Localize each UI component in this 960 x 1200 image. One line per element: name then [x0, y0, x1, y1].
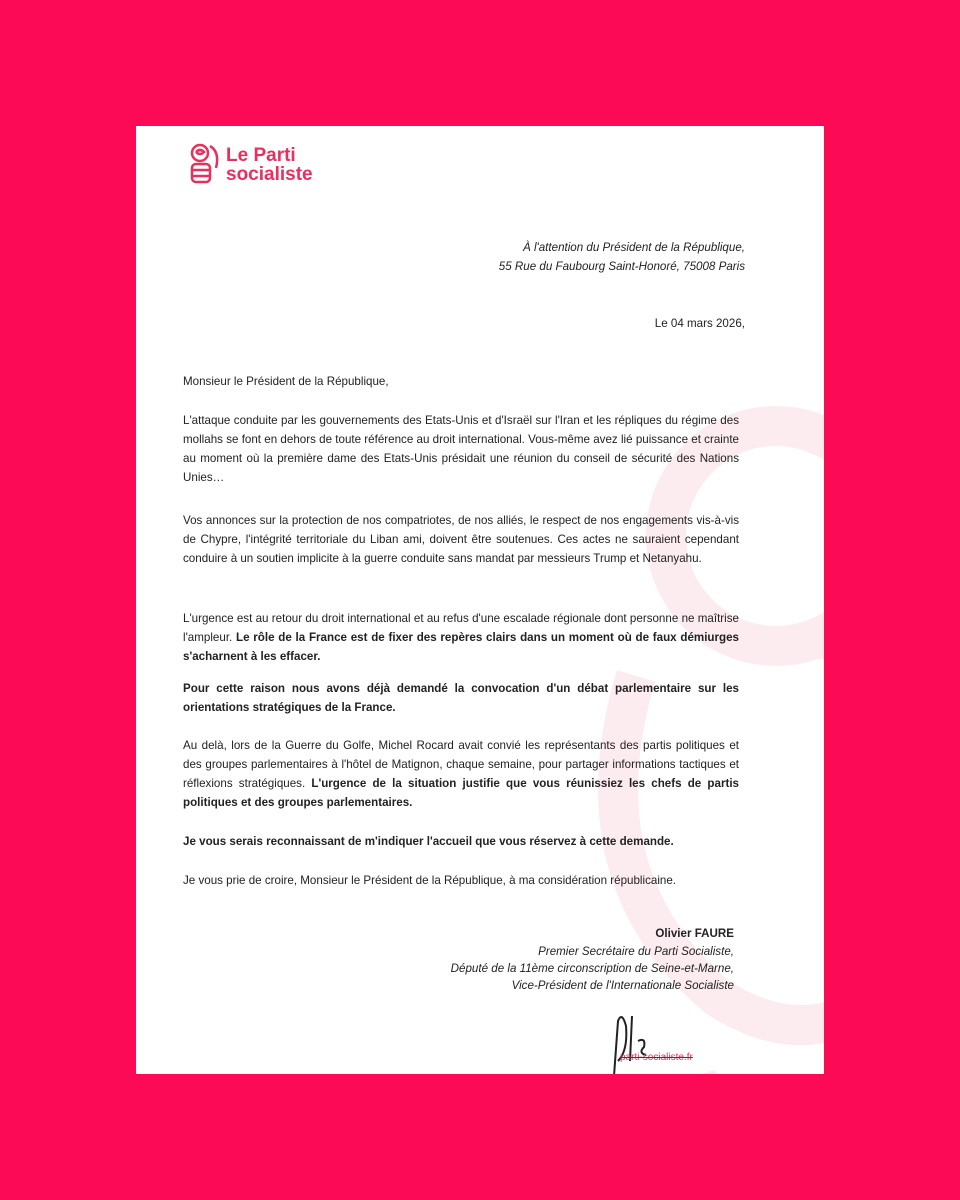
paragraph-3: [183, 609, 739, 666]
signatory-name: Olivier FAURE: [655, 927, 734, 940]
address-line-1: À l'attention du Président de la République,: [522, 241, 745, 254]
paragraph-1: L'attaque conduite par les gouvernements des Etats-Unis et d'Israël sur l'Iran et les répliques du régime des mollahs se font en dehors de toute référence au droit international. Vous-même avez lié puissance et crainte au moment où la première dame des Etats-Unis présidait une réunion du conseil de sécurité des Nations Unies…: [183, 414, 739, 484]
signatory-title-3: Vice-Président de l'Internationale Socialiste: [511, 979, 734, 992]
logo-line-1: Le Parti: [226, 145, 296, 166]
paragraph-3-text: L'urgence est au retour du droit international et au refus d'une escalade régionale dont personne ne maîtrise l'ampleur.: [183, 612, 739, 644]
paragraph-5-bold: L'urgence de la situation justifie que vous réunissiez les chefs de partis politiques et des groupes parlementaires.: [183, 777, 739, 809]
logo-line-2: socialiste: [226, 164, 313, 185]
footer-website: parti-socialiste.fr: [620, 1052, 693, 1063]
signatory-title-1: Premier Secrétaire du Parti Socialiste,: [538, 945, 734, 958]
letter-date: Le 04 mars 2026,: [654, 317, 745, 330]
signature-block: [451, 924, 734, 994]
paragraph-4: Pour cette raison nous avons déjà demandé la convocation d'un débat parlementaire sur les orientations stratégiques de la France.: [183, 682, 739, 714]
signatory-title-2: Député de la 11ème circonscription de Seine-et-Marne,: [450, 962, 734, 975]
paragraph-7: Je vous prie de croire, Monsieur le Président de la République, à ma considération républicaine.: [183, 874, 677, 887]
party-logo: [186, 142, 313, 188]
letter-page: [136, 126, 824, 1074]
paragraph-3-bold: Le rôle de la France est de fixer des repères clairs dans un moment où de faux démiurges s'acharnent à les effacer.: [183, 631, 739, 663]
salutation: Monsieur le Président de la République,: [183, 375, 389, 388]
paragraph-5-text: Au delà, lors de la Guerre du Golfe, Michel Rocard avait convié les représentants des partis politiques et des groupes parlementaires à l'hôtel de Matignon, chaque semaine, pour partager informations tactiques et réflexions stratégiques.: [183, 739, 739, 790]
address-line-2: 55 Rue du Faubourg Saint-Honoré, 75008 Paris: [498, 260, 745, 273]
handwritten-signature: [604, 1011, 684, 1074]
paragraph-6: Je vous serais reconnaissant de m'indiquer l'accueil que vous réservez à cette demande.: [183, 835, 674, 848]
rose-fist-icon: [186, 142, 220, 188]
paragraph-5: [183, 736, 739, 812]
recipient-address: [499, 238, 745, 276]
paragraph-2: Vos annonces sur la protection de nos compatriotes, de nos alliés, le respect de nos engagements vis-à-vis de Chypre, l'intégrité territoriale du Liban ami, doivent être soutenues. Ces actes ne sauraient cependant conduire à un soutien implicite à la guerre conduite sans mandat par messieurs Trump et Netanyahu.: [183, 514, 739, 565]
